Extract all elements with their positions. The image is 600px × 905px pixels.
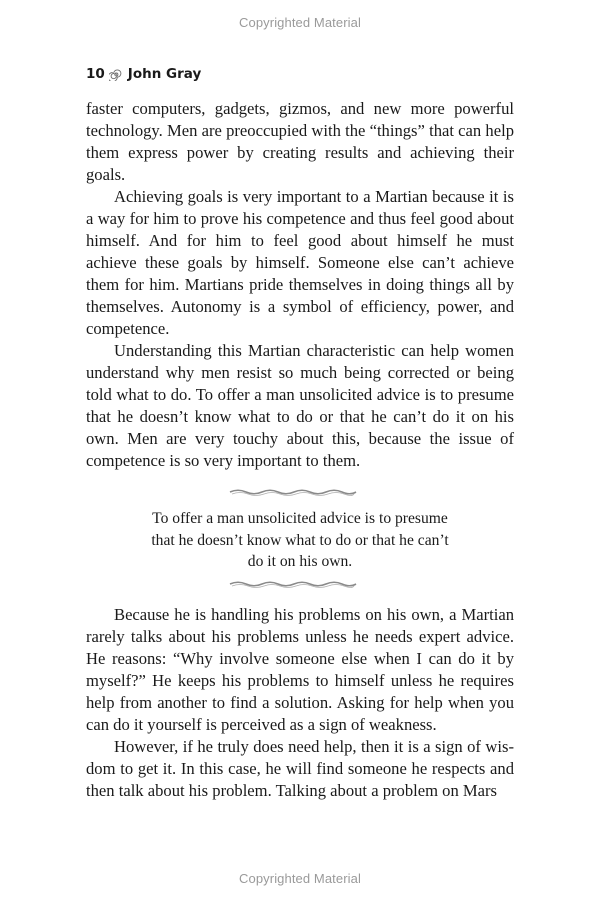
paragraph: Achieving goals is very important to a Martian because it is a way for him to prove his competence and thus feel good about himself. And for him to feel good about himself he must achieve these goals by himself. Someone else can’t achieve them for him. Martians pride themselves in doing things all by themselves. Autonomy is a symbol of efficiency, power, and competence. [86,187,514,338]
pull-quote-line: To offer a man unsolicited advice is to presume [152,510,448,527]
copyright-watermark-top: Copyrighted Material [239,15,361,30]
running-head [86,66,201,82]
paragraph: Because he is handling his problems on his own, a Martian rarely talks about his problems unless he needs expert advice. He reasons: “Why involve someone else when I can do it by myself?” He keeps his problems to himself unless he requires help from another to find a solution. Asking for help when you can do it yourself is perceived as a sign of weakness. [86,605,514,734]
body-text-bottom [86,604,514,802]
wave-divider-bottom [228,579,358,589]
spiral-icon [109,68,122,81]
pull-quote-line: that he doesn’t know what to do or that he can’t [151,531,449,549]
paragraph: faster computers, gadgets, gizmos, and new more powerful technology. Men are preoccupied with the “things” that can help them express power by creating results and achieving their goals. [86,99,514,184]
paragraph: Understanding this Martian characteristic can help women understand why men resist so much being corrected or being told what to do. To offer a man unsolicited advice is to presume that he doesn’t know what to do or that he can’t do it on his own. Men are very touchy about this, because the issue of competence is so very important to them. [86,341,514,470]
page-number: 10 [86,66,105,82]
paragraph: However, if he truly does need help, then it is a sign of wisdom to get it. In this case, he will find someone he respects and then talk about his problem. Talking about a problem on Mars [86,737,514,800]
wave-divider-top [228,487,358,497]
pull-quote [100,508,500,573]
pull-quote-line: do it on his own. [247,553,353,570]
body-text-top [86,98,514,472]
author-name: John Gray [127,66,202,82]
copyright-watermark-bottom: Copyrighted Material [239,871,361,886]
